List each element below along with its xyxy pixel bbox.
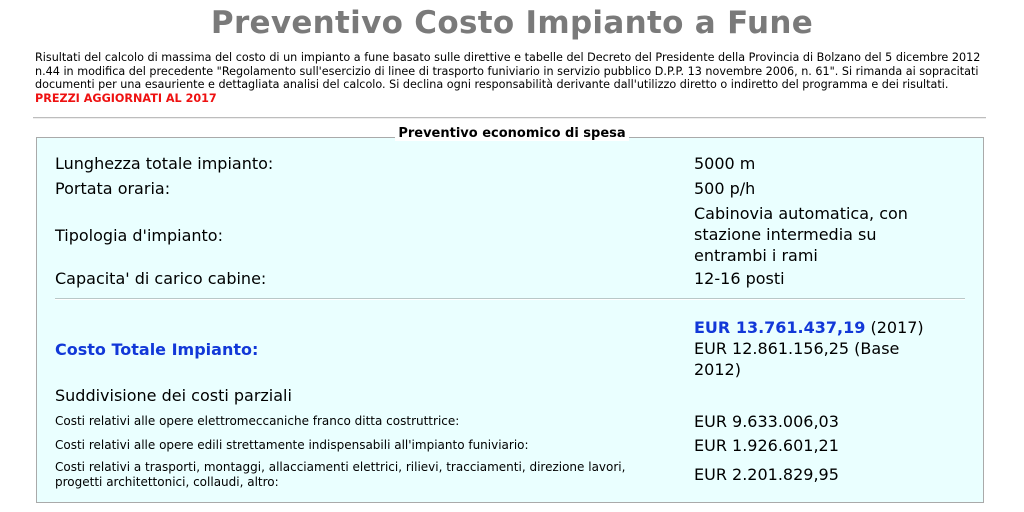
civil-works-cost-label: Costi relativi alle opere edili strettamente indispensabili all'impianto funiviario:: [55, 438, 529, 452]
total-cost-base-2012: EUR 12.861.156,25 (Base 2012): [694, 339, 900, 379]
other-costs-value: EUR 2.201.829,95: [694, 465, 839, 484]
length-label: Lunghezza totale impianto:: [55, 154, 274, 173]
page-title: Preventivo Costo Impianto a Fune: [210, 5, 814, 41]
total-cost-2017-value: EUR 13.761.437,19: [694, 318, 866, 337]
cabin-load-label: Capacita' di carico cabine:: [55, 269, 267, 288]
other-costs-label: Costi relativi a trasporti, montaggi, allacciamenti elettrici, rilievi, tracciamenti, direzione lavori, progetti architettonici, collaudi, altro:: [55, 460, 626, 489]
civil-works-cost-value: EUR 1.926.601,21: [694, 436, 839, 455]
type-value: Cabinovia automatica, con stazione intermedia su entrambi i rami: [694, 204, 908, 265]
intro-paragraph: Risultati del calcolo di massima del costo di un impianto a fune basato sulle direttive e tabelle del Decreto del Presidente della Provincia di Bolzano del 5 dicembre 2012 n.44 in modifica del precedente "Regolamento sull'esercizio di linee di trasporto funiviario in servizio pubblico D.P.P. 13 novembre 2006, n. 61". Si rimanda ai sopracitati documenti per una esauriente e dettagliata analisi del calcolo. Si declina ogni responsabilità derivante dall'utilizzo diretto o indiretto del programma e dei risultati.: [35, 51, 981, 91]
electromechanical-cost-value: EUR 9.633.006,03: [694, 412, 839, 431]
cabin-load-value: 12-16 posti: [694, 269, 785, 288]
type-label: Tipologia d'impianto:: [55, 226, 223, 245]
estimate-panel-title: Preventivo economico di spesa: [0, 126, 1024, 141]
total-cost-2017-year: (2017): [865, 318, 924, 337]
capacity-value: 500 p/h: [694, 179, 756, 198]
intro-text: [35, 51, 995, 105]
total-cost-label: Costo Totale Impianto:: [55, 340, 259, 359]
prices-updated-notice: PREZZI AGGIORNATI AL 2017: [35, 91, 217, 105]
electromechanical-cost-label: Costi relativi alle opere elettromeccaniche franco ditta costruttrice:: [55, 414, 460, 428]
length-value: 5000 m: [694, 154, 756, 173]
header-divider: [33, 117, 986, 119]
breakdown-heading: Suddivisione dei costi parziali: [55, 386, 292, 405]
capacity-label: Portata oraria:: [55, 179, 171, 198]
section-separator: [55, 298, 965, 300]
total-cost-2017: [694, 317, 964, 338]
